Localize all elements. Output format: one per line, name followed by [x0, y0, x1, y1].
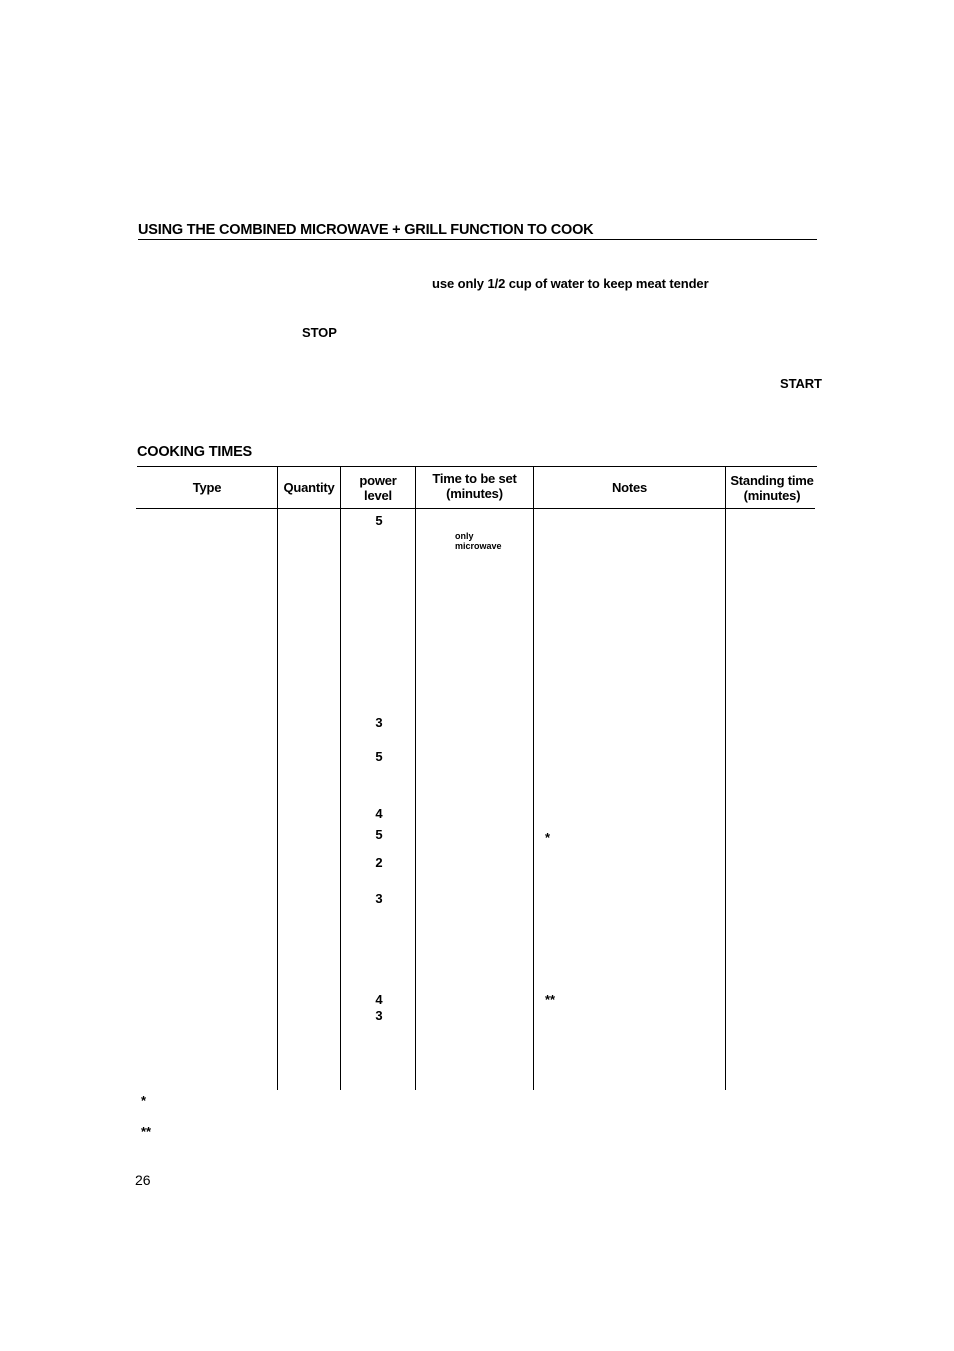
col-divider [725, 466, 726, 1090]
table-header-rule [136, 508, 815, 509]
header-notes-label: Notes [611, 480, 648, 495]
col-divider [277, 466, 278, 1090]
header-power-label-1: power [359, 472, 397, 488]
page-number: 26 [135, 1172, 151, 1188]
power-level-value: 5 [375, 749, 383, 764]
header-power-label-2: level [364, 487, 392, 503]
time-note-line-1: only [455, 531, 474, 541]
notes-mark: * [545, 830, 551, 845]
header-standing-label-1: Standing time [730, 472, 814, 488]
start-label: START [780, 376, 822, 391]
header-type [137, 467, 277, 508]
col-divider [415, 466, 416, 1090]
header-time [416, 467, 533, 505]
header-notes [534, 467, 725, 508]
header-power-level [341, 467, 415, 508]
water-instruction: use only 1/2 cup of water to keep meat tender [432, 276, 709, 291]
footnote-mark: * [141, 1093, 147, 1108]
stop-label: STOP [302, 325, 337, 340]
time-note [455, 531, 502, 551]
notes-mark: ** [545, 992, 556, 1007]
cooking-times-title: COOKING TIMES [137, 444, 253, 460]
power-level-value: 3 [375, 891, 383, 906]
col-divider [340, 466, 341, 1090]
power-level-value: 4 [375, 992, 383, 1007]
header-quantity-label: Quantity [283, 480, 335, 495]
power-level-value: 5 [375, 513, 383, 528]
power-level-value: 3 [375, 715, 383, 730]
section-title: USING THE COMBINED MICROWAVE + GRILL FUNCTION TO COOK [138, 222, 817, 240]
header-time-label-2: (minutes) [446, 486, 503, 501]
header-standing-time [726, 467, 818, 508]
col-divider [533, 466, 534, 1090]
power-level-value: 3 [375, 1008, 383, 1023]
header-type-label: Type [192, 480, 222, 495]
header-time-label-1: Time to be set [432, 471, 517, 486]
power-level-value: 4 [375, 806, 383, 821]
power-level-value: 5 [375, 827, 383, 842]
header-standing-label-2: (minutes) [743, 487, 801, 503]
time-note-line-2: microwave [455, 541, 502, 551]
header-quantity [278, 467, 340, 508]
power-level-value: 2 [375, 855, 383, 870]
footnote-mark: ** [141, 1124, 152, 1139]
